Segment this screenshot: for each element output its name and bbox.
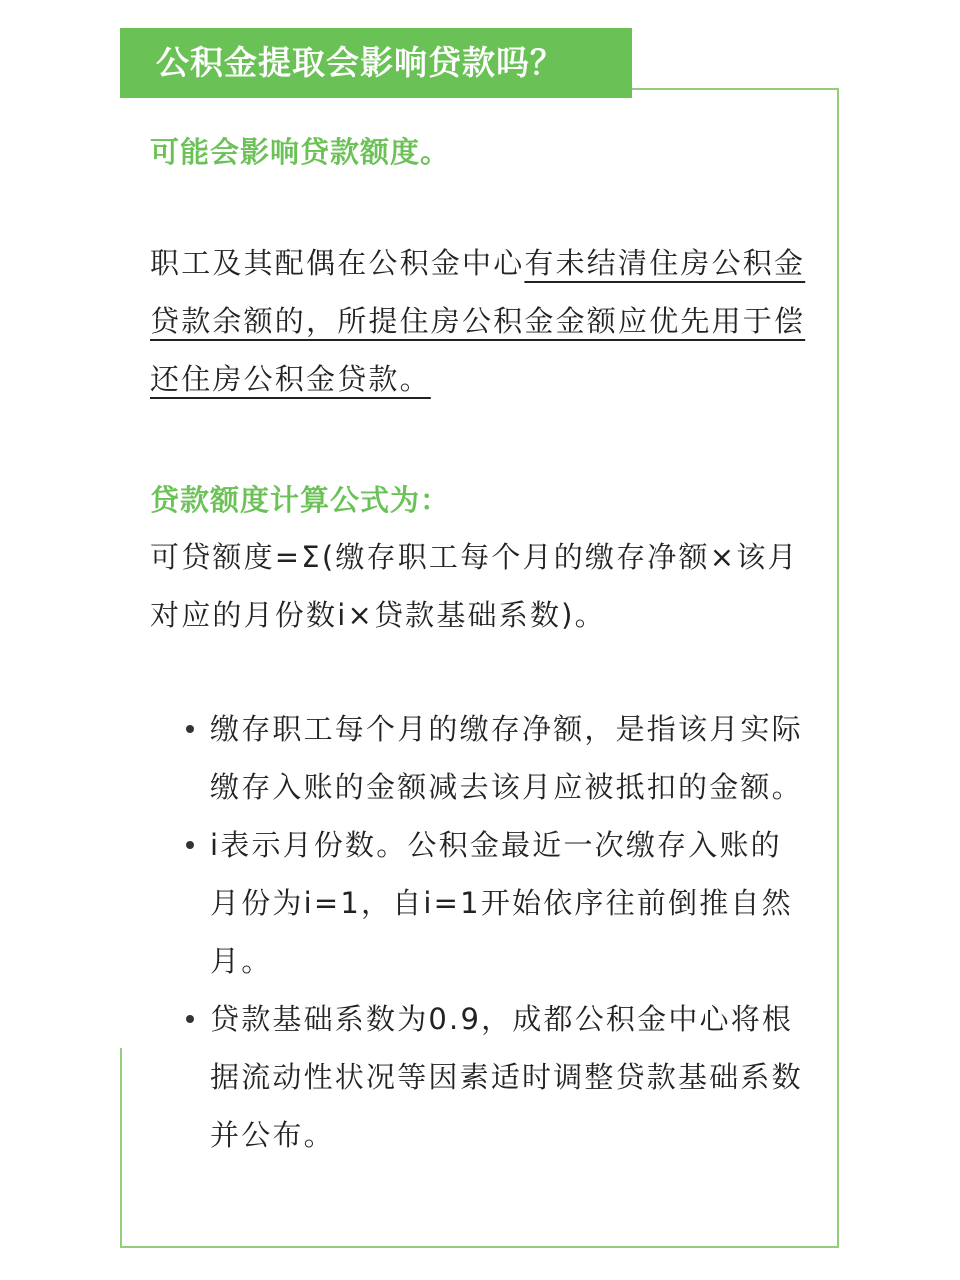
frame-border-left (120, 1048, 122, 1248)
frame-border-right (837, 88, 839, 1248)
list-item (180, 700, 810, 816)
bullet-dot-icon (186, 841, 194, 849)
formula-text: 可贷额度=Σ(缴存职工每个月的缴存净额×该月对应的月份数i×贷款基础系数)。 (150, 540, 799, 632)
list-item-text: 贷款基础系数为0.9，成都公积金中心将根据流动性状况等因素适时调整贷款基础系数并公布。 (210, 1002, 803, 1152)
bullet-dot-icon (186, 1015, 194, 1023)
explanation-underlined-text: 有未结清住房公积金贷款余额的，所提住房公积金金额应优先用于偿还住房公积金贷款。 (150, 246, 806, 396)
list-item (180, 990, 810, 1164)
explanation-text: 职工及其配偶在公积金中心 (150, 246, 525, 280)
notes-list (180, 700, 810, 1164)
frame-border-top (632, 88, 838, 90)
explanation-paragraph (150, 234, 810, 408)
frame-border-bottom (120, 1246, 839, 1248)
answer-heading: 可能会影响贷款额度。 (150, 135, 451, 169)
list-item (180, 816, 810, 990)
page-title: 公积金提取会影响贷款吗？ (120, 28, 632, 98)
list-item-text: i表示月份数。公积金最近一次缴存入账的月份为i=1，自i=1开始依序往前倒推自然月。 (210, 828, 793, 978)
list-item-text: 缴存职工每个月的缴存净额，是指该月实际缴存入账的金额减去该月应被抵扣的金额。 (210, 712, 803, 804)
formula-heading: 贷款额度计算公式为： (150, 483, 451, 517)
bullet-dot-icon (186, 725, 194, 733)
